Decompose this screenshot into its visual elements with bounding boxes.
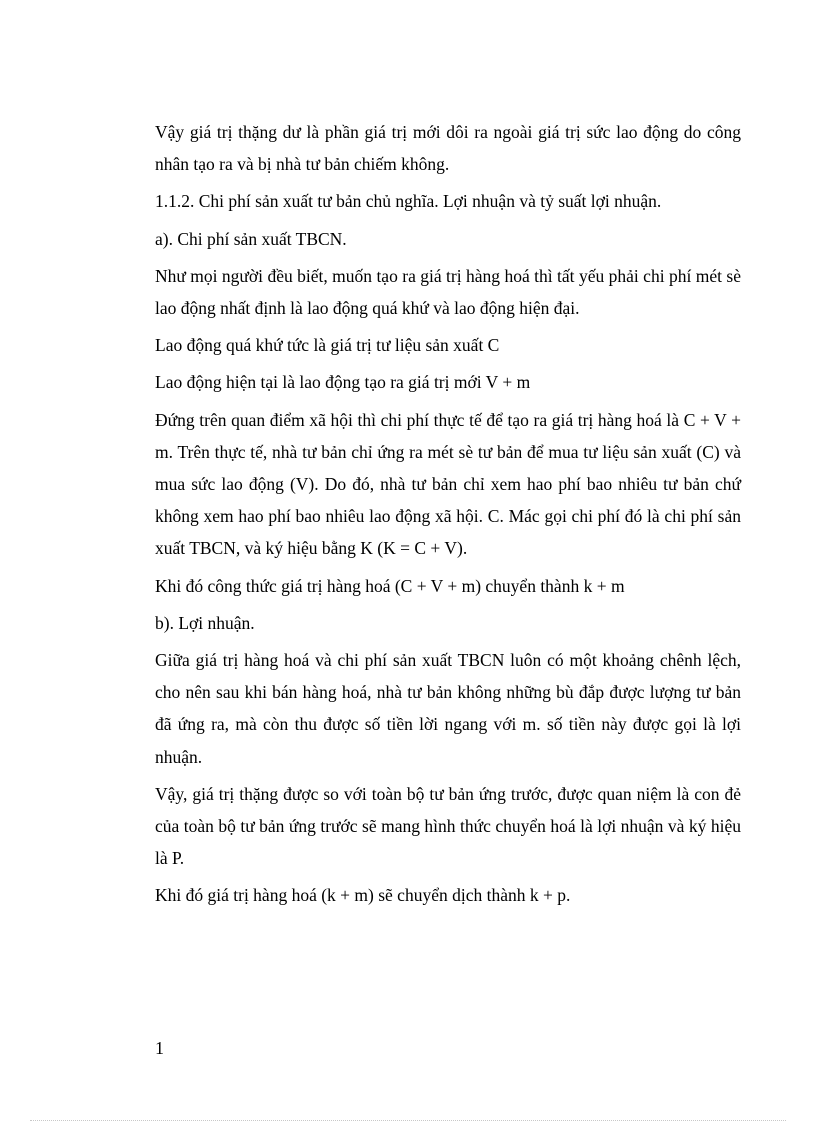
paragraph-profit-symbol: Vậy, giá trị thặng được so với toàn bộ tư bản ứng trước, được quan niệm là con đẻ của toàn bộ tư bản ứng trước sẽ mang hình thức chuyển hoá là lợi nhuận và ký hiệu là P. [155, 783, 741, 869]
paragraph-past-labor: Lao động quá khứ tức là giá trị tư liệu sản xuất C [155, 335, 500, 356]
section-heading-production-cost-profit: 1.1.2. Chi phí sản xuất tư bản chủ nghĩa. Lợi nhuận và tỷ suất lợi nhuận. [155, 191, 662, 212]
paragraph-labor-cost-intro: Như mọi người đều biết, muốn tạo ra giá trị hàng hoá thì tất yếu phải chi phí mét sè lao động nhất định là lao động quá khứ và lao động hiện đại. [155, 265, 741, 319]
body-text [155, 116, 741, 917]
subheading-production-cost: a). Chi phí sản xuất TBCN. [155, 228, 347, 249]
page-bottom-divider [30, 1120, 786, 1121]
paragraph-social-cost: Đứng trên quan điểm xã hội thì chi phí thực tế để tạo ra giá trị hàng hoá là C + V + m. Trên thực tế, nhà tư bản chỉ ứng ra mét sè tư bản để mua tư liệu sản xuất (C) và mua sức lao động (V). Do đó, nhà tư bản chỉ xem hao phí bao nhiêu tư bản chứ không xem hao phí bao nhiêu lao động xã hội. C. Mác gọi chi phí đó là chi phí sản xuất TBCN, và ký hiệu bằng K (K = C + V). [155, 409, 741, 559]
paragraph-profit-definition: Giữa giá trị hàng hoá và chi phí sản xuất TBCN luôn có một khoảng chênh lệch, cho nên sau khi bán hàng hoá, nhà tư bản không những bù đắp được lượng tư bản đã ứng ra, mà còn thu được số tiền lời ngang với m. số tiền này được gọi là lợi nhuận. [155, 650, 741, 767]
subheading-profit: b). Lợi nhuận. [155, 612, 255, 633]
page-number: 1 [155, 1038, 164, 1058]
paragraph-present-labor: Lao động hiện tại là lao động tạo ra giá trị mới V + m [155, 372, 531, 393]
paragraph-surplus-value-definition: Vậy giá trị thặng dư là phần giá trị mới dôi ra ngoài giá trị sức lao động do công nhân tạo ra và bị nhà tư bản chiếm không. [155, 122, 741, 175]
paragraph-formula-k-m: Khi đó công thức giá trị hàng hoá (C + V + m) chuyển thành k + m [155, 575, 625, 596]
paragraph-formula-k-p: Khi đó giá trị hàng hoá (k + m) sẽ chuyển dịch thành k + p. [155, 885, 571, 906]
